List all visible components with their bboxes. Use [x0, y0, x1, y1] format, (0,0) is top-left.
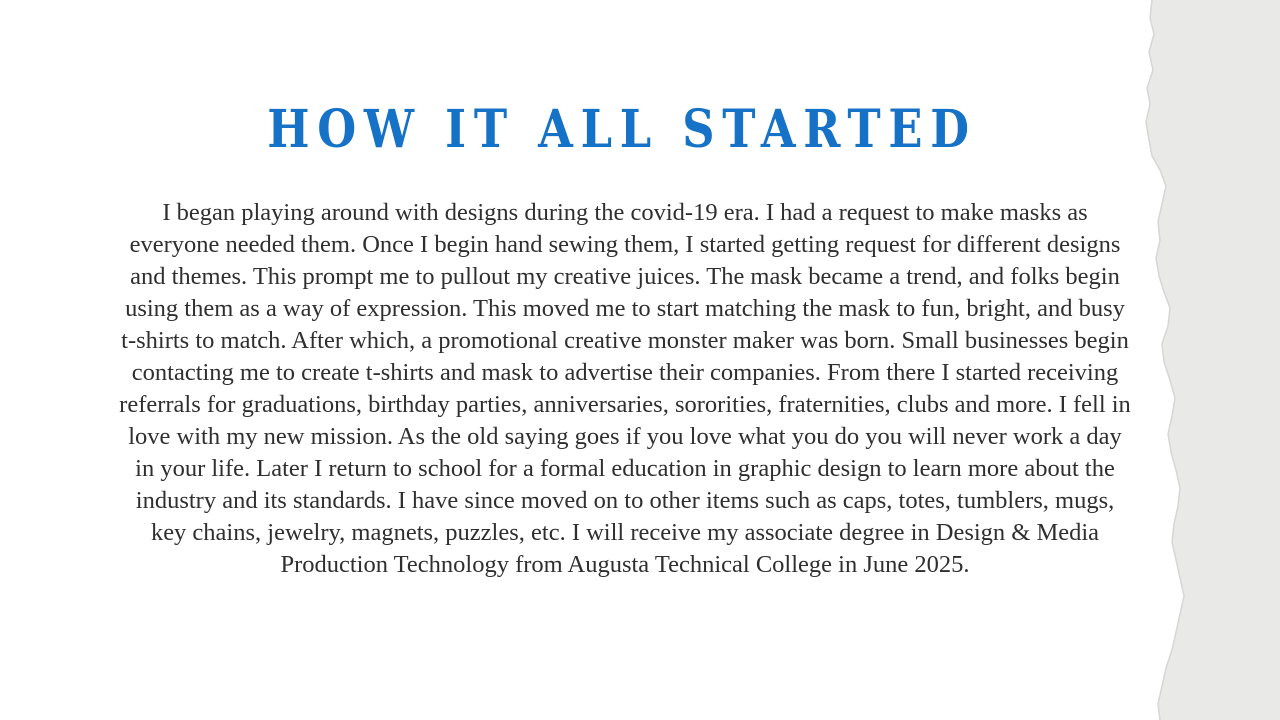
slide-body-text: I began playing around with designs during the covid-19 era. I had a request to make masks as everyone needed them. Once I begin hand sewing them, I started getting request for different designs and themes. This prompt me to pullout my creative juices. The mask became a trend, and folks begin using them as a way of expression. This moved me to start matching the mask to fun, bright, and busy t-shirts to match. After which, a promotional creative monster maker was born. Small businesses begin contacting me to create t-shirts and mask to advertise their companies. From there I started receiving referrals for graduations, birthday parties, anniversaries, sororities, fraternities, clubs and more. I fell in love with my new mission. As the old saying goes if you love what you do you will never work a day in your life. Later I return to school for a formal education in graphic design to learn more about the industry and its standards. I have since moved on to other items such as caps, totes, tumblers, mugs, key chains, jewelry, magnets, puzzles, etc. I will receive my associate degree in Design & Media Production Technology from Augusta Technical College in June 2025. [119, 199, 1131, 578]
slide-title: HOW IT ALL STARTED [267, 99, 977, 160]
